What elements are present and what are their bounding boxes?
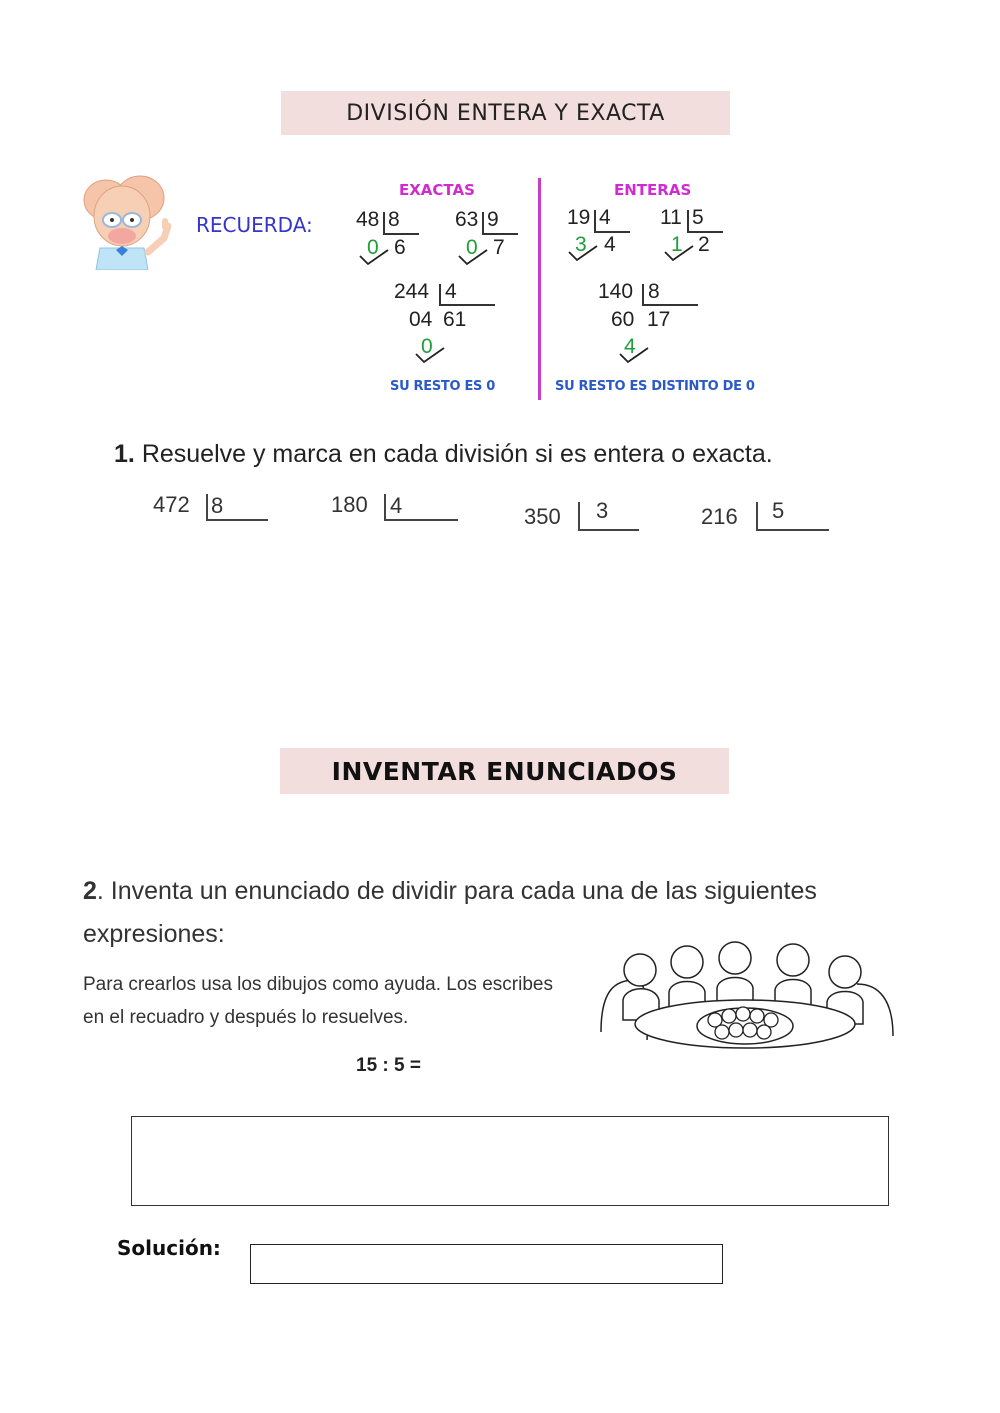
exercise-text: . Inventa un enunciado de dividir para cada una de las siguientes expresiones: [83, 877, 817, 948]
children-table-illustration [595, 940, 897, 1050]
enteras-note: SU RESTO ES DISTINTO DE 0 [555, 379, 755, 394]
dividend: 48 [356, 208, 380, 231]
remainder: 0 [421, 335, 433, 358]
remainder: 0 [367, 236, 379, 259]
division-bracket [642, 304, 698, 306]
dividend: 11 [660, 206, 682, 229]
division-expression: 15 : 5 = [356, 1055, 421, 1076]
division-bracket [383, 212, 385, 234]
division-bracket [578, 529, 639, 531]
exercise-2-help-text: Para crearlos usa los dibujos como ayuda. Los escribes en el recuadro y después lo resuelves. [83, 974, 553, 1028]
example-division [567, 206, 637, 266]
example-division [356, 208, 426, 268]
section-title-enunciados: INVENTAR ENUNCIADOS [280, 748, 729, 794]
checkmark-icon [457, 248, 491, 268]
remainder: 3 [575, 233, 587, 256]
exercise-number: 2 [83, 877, 97, 905]
divisor: 8 [648, 280, 660, 303]
exercise-division [153, 492, 273, 524]
dividend: 244 [394, 280, 430, 303]
example-long-division [598, 280, 708, 370]
remainder: 0 [466, 236, 478, 259]
checkmark-icon [567, 244, 601, 264]
divisor: 5 [692, 206, 704, 229]
dividend: 350 [524, 504, 561, 529]
professor-illustration [78, 172, 180, 270]
section-title-division: DIVISIÓN ENTERA Y EXACTA [281, 91, 730, 135]
exercise-division [701, 498, 833, 534]
division-bracket [206, 519, 268, 521]
quotient: 61 [443, 308, 467, 331]
checkmark-icon [358, 248, 392, 268]
quotient: 7 [493, 236, 505, 259]
division-bracket [687, 210, 689, 232]
division-bracket [384, 519, 458, 521]
divisor: 8 [388, 208, 400, 231]
dividend: 180 [331, 492, 368, 517]
dividend: 216 [701, 504, 738, 529]
divisor: 8 [211, 493, 224, 518]
exactas-note: SU RESTO ES 0 [390, 379, 496, 394]
divisor: 4 [599, 206, 611, 229]
divisor: 3 [596, 498, 609, 523]
example-division [660, 206, 730, 266]
checkmark-icon [618, 346, 652, 366]
recuerda-label: RECUERDA: [196, 213, 313, 237]
dividend: 140 [598, 280, 634, 303]
divisor: 4 [390, 493, 403, 518]
quotient: 6 [394, 236, 406, 259]
divisor: 4 [445, 280, 457, 303]
division-bracket [482, 212, 484, 234]
division-bracket [383, 233, 419, 235]
remainder: 1 [671, 233, 683, 256]
checkmark-icon [663, 244, 697, 264]
dividend: 472 [153, 492, 190, 517]
exactas-heading: EXACTAS [399, 181, 475, 199]
division-bracket [482, 233, 518, 235]
division-bracket [384, 494, 386, 520]
divisor: 5 [772, 498, 785, 523]
division-bracket [206, 494, 208, 520]
dividend: 63 [455, 208, 479, 231]
remainder: 4 [624, 335, 636, 358]
division-bracket [594, 210, 596, 232]
division-bracket [642, 284, 644, 306]
exercise-division [524, 498, 644, 534]
solution-input-box[interactable] [250, 1244, 723, 1284]
quotient: 2 [698, 233, 710, 256]
statement-answer-box[interactable] [131, 1116, 889, 1206]
partial-dividend: 60 [611, 308, 635, 331]
exercise-text: Resuelve y marca en cada división si es entera o exacta. [141, 440, 773, 468]
divisor: 9 [487, 208, 499, 231]
partial-dividend: 04 [409, 308, 433, 331]
example-division [455, 208, 525, 268]
quotient: 4 [604, 233, 616, 256]
exercise-division [331, 492, 461, 524]
checkmark-icon [414, 346, 448, 366]
quotient: 17 [647, 308, 671, 331]
division-bracket [439, 284, 441, 306]
division-bracket [756, 502, 758, 530]
exercise-number: 1. [114, 440, 135, 468]
division-bracket [578, 502, 580, 530]
example-long-division [394, 280, 504, 370]
column-divider [538, 178, 541, 400]
division-bracket [756, 529, 829, 531]
enteras-heading: ENTERAS [614, 181, 692, 199]
solution-label: Solución: [117, 1236, 221, 1260]
exercise-1-instruction [114, 440, 773, 469]
division-bracket [439, 304, 495, 306]
dividend: 19 [567, 206, 591, 229]
